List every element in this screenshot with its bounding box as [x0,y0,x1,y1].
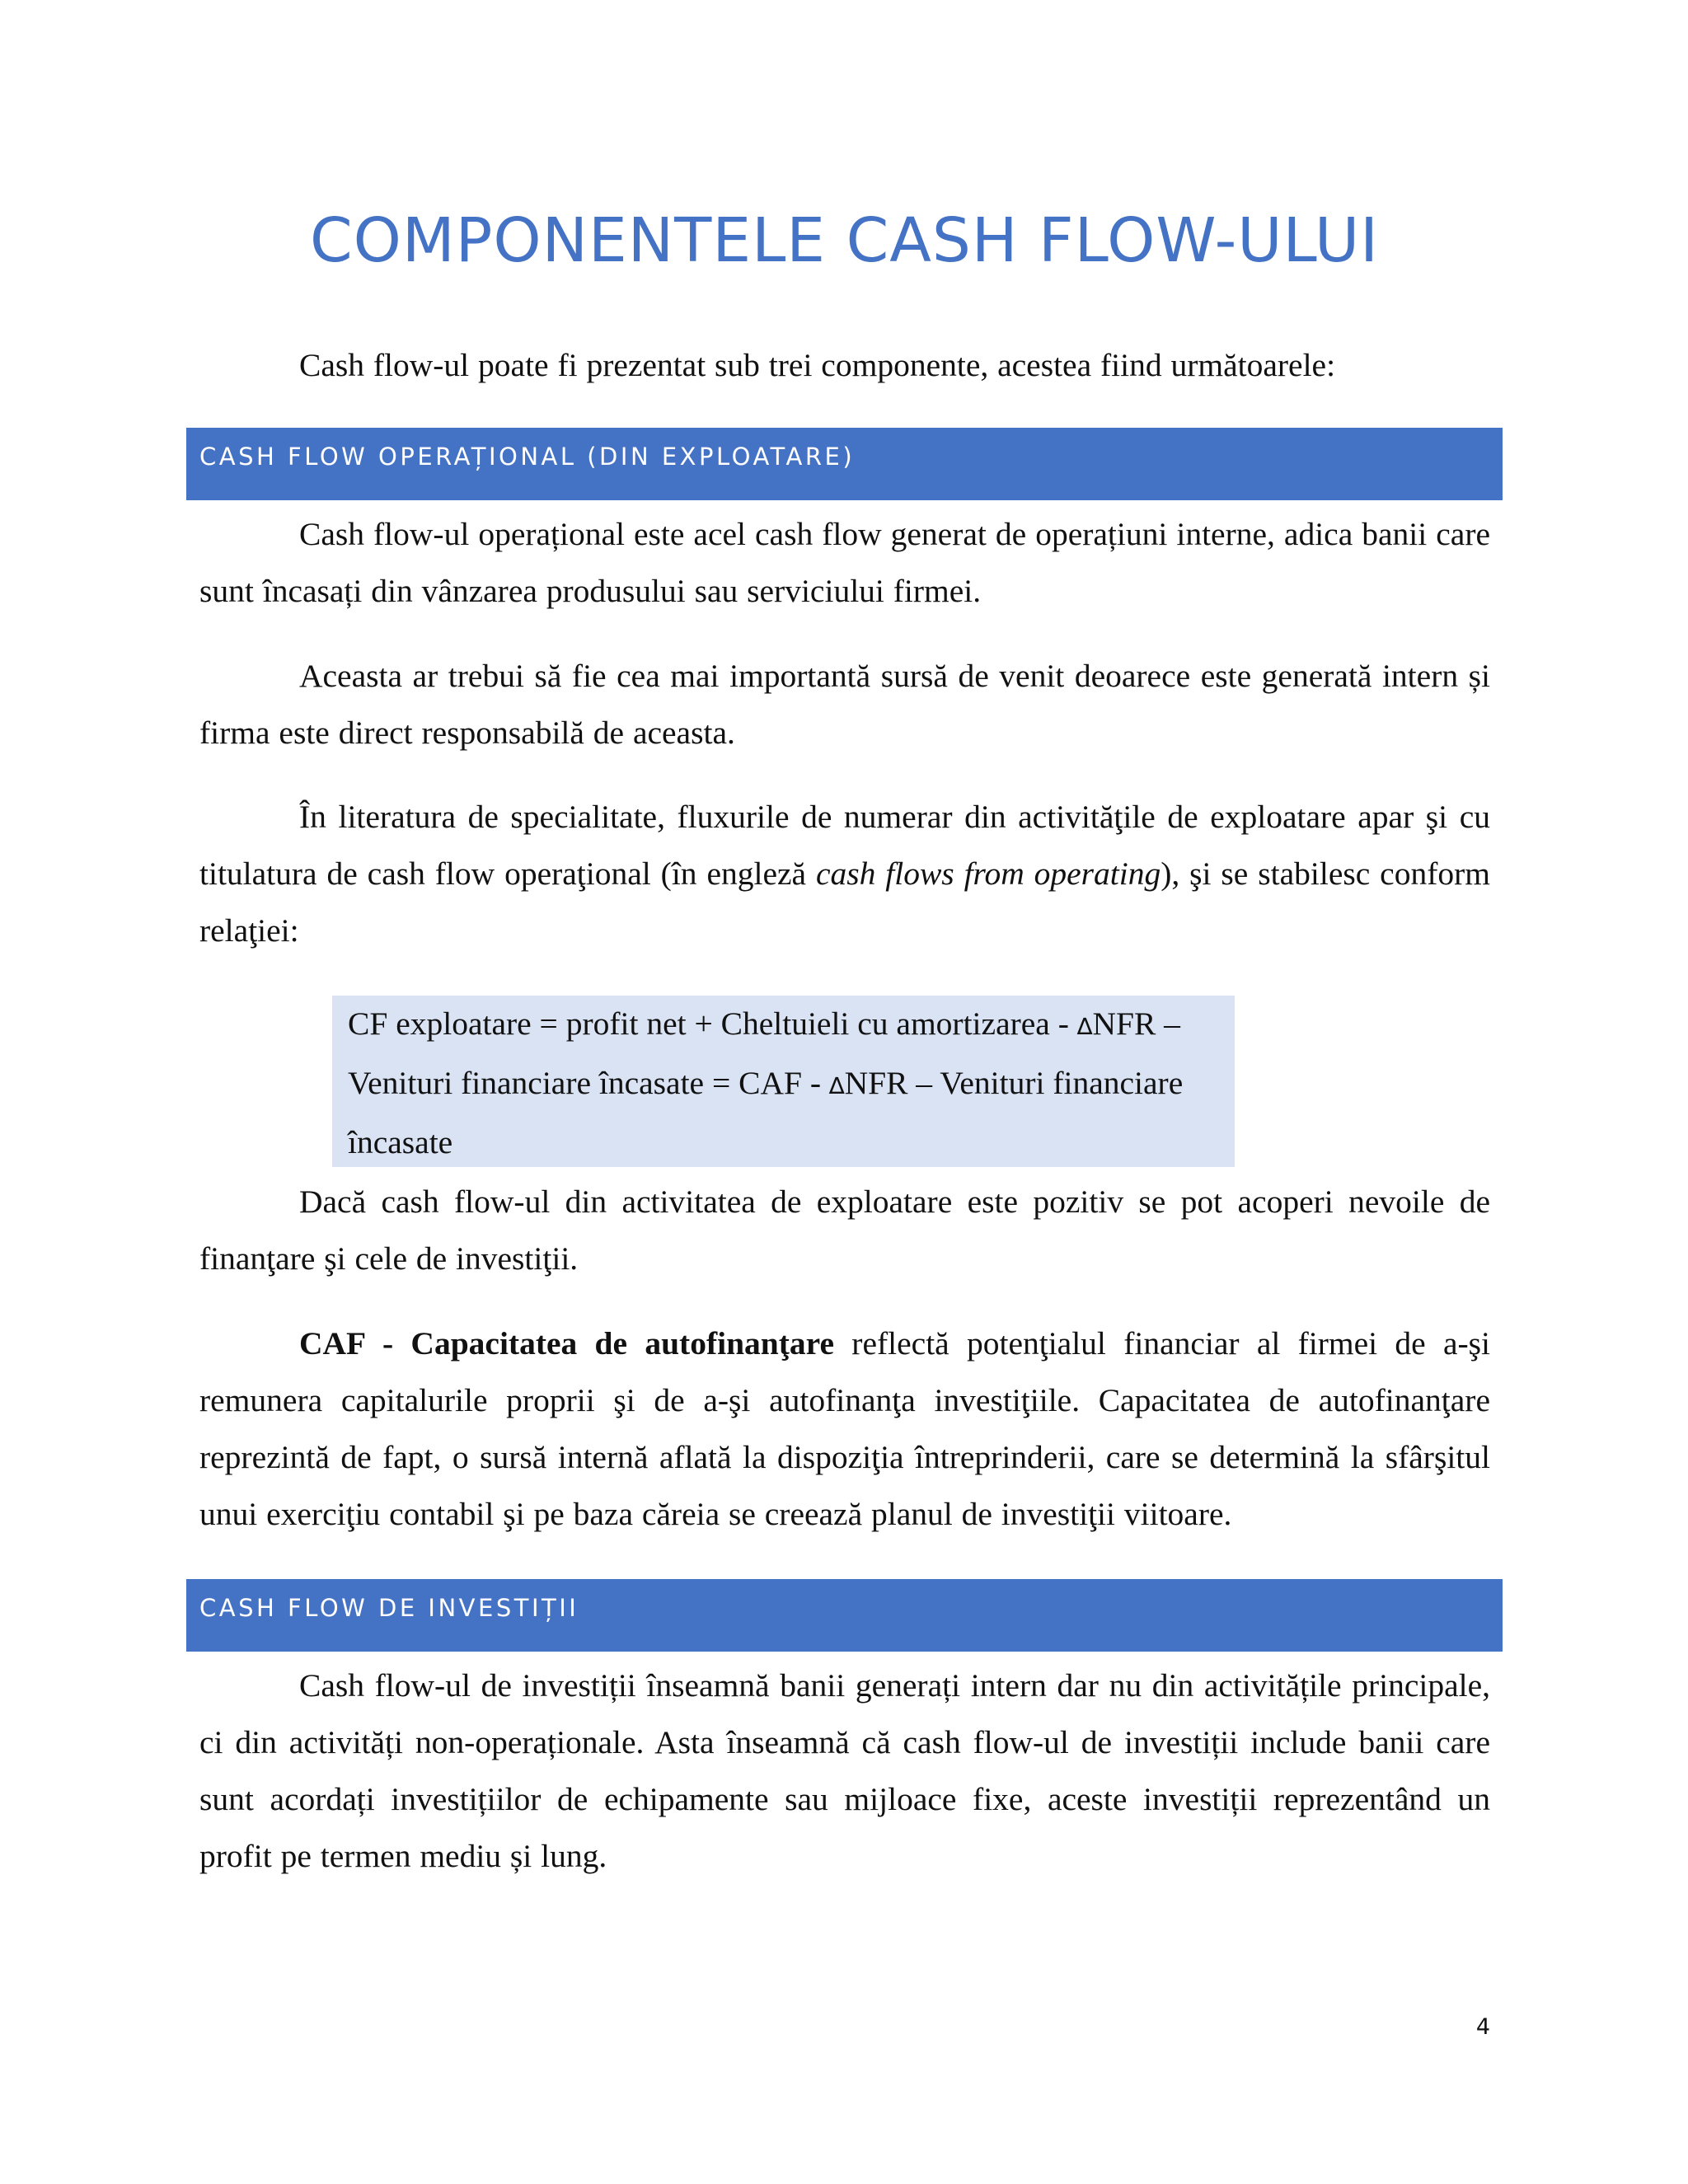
paragraph-after-formula: Dacă cash flow-ul din activitatea de exploatare este pozitiv se pot acoperi nevoile de finanţare şi cele de investiţii. [199,1183,1490,1277]
formula-part-1: CF exploatare = profit net + Cheltuieli cu amortizarea - [348,1005,1077,1042]
delta-symbol: ∆ [1076,1013,1093,1040]
delta-symbol: ∆ [828,1072,845,1099]
paragraph-literature [199,789,1490,959]
formula-part-3: NFR – Venituri financiare încasate [348,1065,1184,1160]
formula-text [348,996,1230,1171]
section-heading-investments [186,1579,1503,1652]
paragraph-operational-importance: Aceasta ar trebui să fie cea mai importantă sursă de venit deoarece este generată intern și firma este direct responsabilă de aceasta. [199,658,1490,751]
caf-term: CAF - Capacitatea de autofinanţare [299,1325,835,1361]
paragraph-caf [199,1315,1490,1543]
caf-text: reflectă potenţialul financiar al firmei de a-şi remunera capitalurile proprii şi de a-şi autofinanţa investiţiile. Capacitatea de autofinanţare reprezintă de fapt, o sursă internă aflată la dispoziţia întreprinderii, care se determină la sfârşitul unui exerciţiu contabil şi pe baza căreia se creează planul de investiţii viitoare. [199,1325,1490,1532]
section-heading-operational [186,428,1503,500]
page-number: 4 [1475,2014,1490,2040]
section-heading-label: CASH FLOW OPERAȚIONAL (DIN EXPLOATARE) [199,443,856,471]
intro-paragraph: Cash flow-ul poate fi prezentat sub trei componente, acestea fiind următoarele: [299,347,1336,383]
paragraph-investments: Cash flow-ul de investiții înseamnă banii generați intern dar nu din activitățile principale, ci din activități non-operaționale. Asta înseamnă că cash flow-ul de investiții include banii care sunt acordați investițiilor de echipamente sau mijloace fixe, aceste investiții reprezentând un profit pe termen mediu și lung. [199,1667,1490,1874]
paragraph-operational-definition: Cash flow-ul operațional este acel cash flow generat de operațiuni interne, adica banii care sunt încasați din vânzarea produsului sau serviciului firmei. [199,516,1490,609]
literature-text-end: ), şi se stabilesc conform relaţiei: [199,855,1490,949]
page-title: COMPONENTELE CASH FLOW-ULUI [310,205,1379,276]
literature-english-term: cash flows from operating [815,855,1161,892]
section-heading-label: CASH FLOW DE INVESTIȚII [199,1594,579,1622]
literature-text: În literatura de specialitate, fluxurile de numerar din activităţile de exploatare apar şi cu titulatura de cash flow operaţional (în engleză [199,799,1490,892]
formula-box [332,996,1235,1167]
formula-part-2: NFR – Venituri financiare încasate = CAF - [348,1005,1180,1101]
